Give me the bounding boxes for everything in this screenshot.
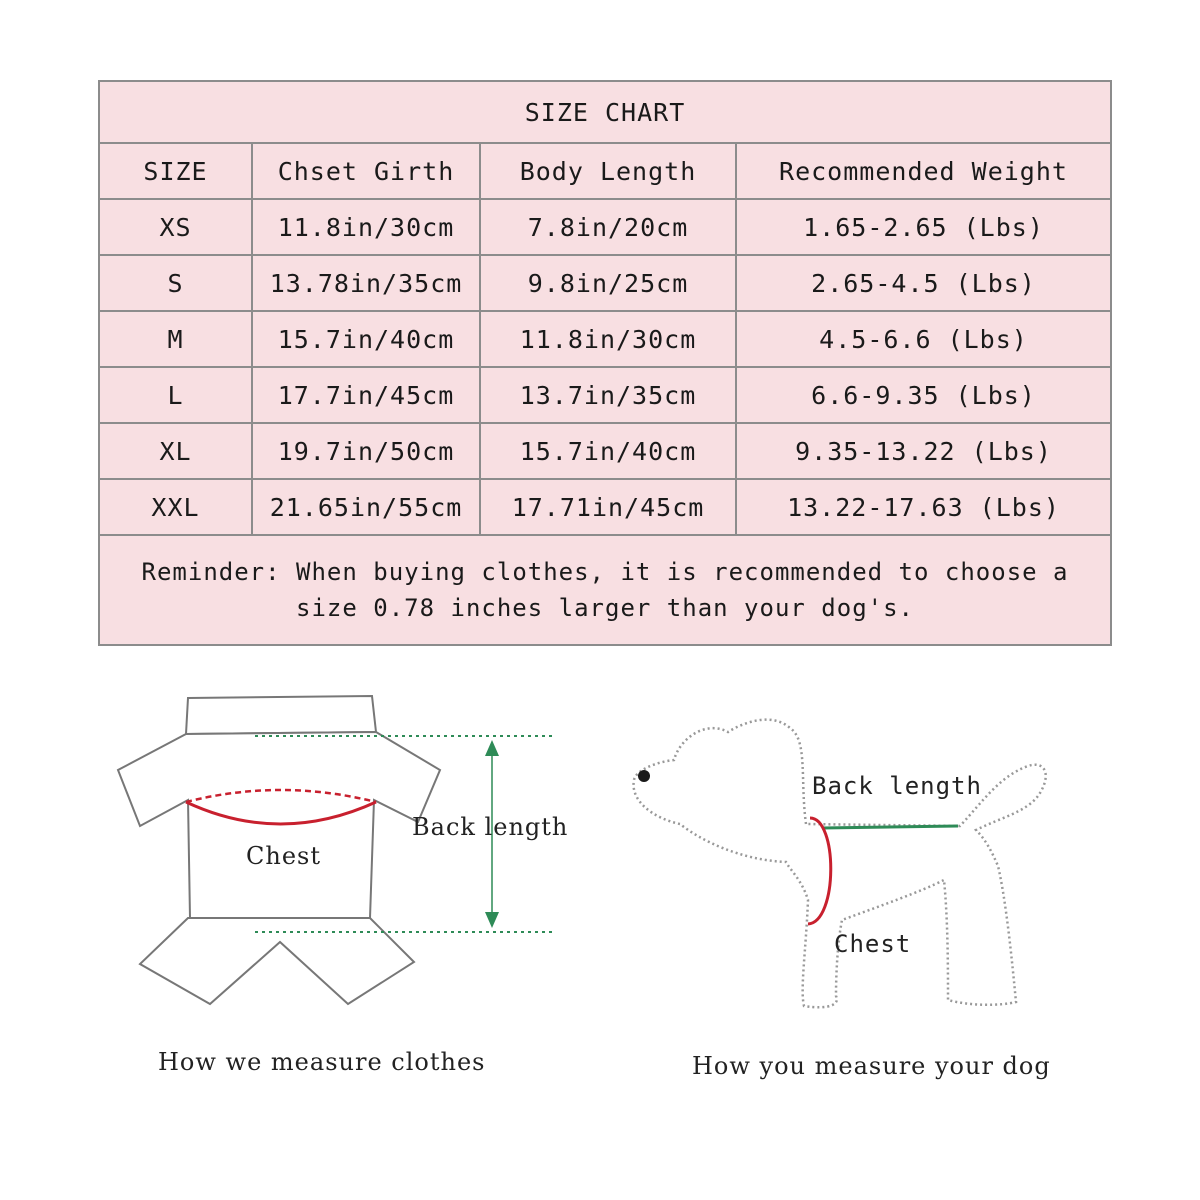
size-cell: S [99,255,252,311]
header-chest-girth: Chset Girth [252,143,480,199]
weight-cell: 4.5-6.6 (Lbs) [736,311,1111,367]
weight-cell: 2.65-4.5 (Lbs) [736,255,1111,311]
body-length-cell: 13.7in/35cm [480,367,736,423]
body-length-cell: 15.7in/40cm [480,423,736,479]
dog-back-length-line [822,826,958,828]
dog-chest-label: Chest [834,930,912,958]
header-size: SIZE [99,143,252,199]
weight-cell: 9.35-13.22 (Lbs) [736,423,1111,479]
weight-cell: 13.22-17.63 (Lbs) [736,479,1111,535]
clothes-back-length-label: Back length [412,813,569,841]
chest-girth-cell: 11.8in/30cm [252,199,480,255]
chest-girth-cell: 15.7in/40cm [252,311,480,367]
body-length-cell: 7.8in/20cm [480,199,736,255]
chest-girth-cell: 21.65in/55cm [252,479,480,535]
body-length-cell: 11.8in/30cm [480,311,736,367]
reminder-text: Reminder: When buying clothes, it is recommended to choose a size 0.78 inches larger than your dog's. [99,535,1111,645]
chest-girth-cell: 17.7in/45cm [252,367,480,423]
weight-cell: 1.65-2.65 (Lbs) [736,199,1111,255]
chest-girth-cell: 13.78in/35cm [252,255,480,311]
size-cell: M [99,311,252,367]
weight-cell: 6.6-9.35 (Lbs) [736,367,1111,423]
clothes-caption: How we measure clothes [158,1048,486,1076]
dog-outline [634,720,1046,1008]
dog-chest-line [808,818,831,924]
table-title: SIZE CHART [99,81,1111,143]
body-length-cell: 17.71in/45cm [480,479,736,535]
body-length-cell: 9.8in/25cm [480,255,736,311]
size-cell: XL [99,423,252,479]
dog-caption: How you measure your dog [692,1052,1051,1080]
dog-nose-icon [638,770,650,782]
chest-girth-cell: 19.7in/50cm [252,423,480,479]
size-cell: L [99,367,252,423]
size-cell: XXL [99,479,252,535]
header-body-length: Body Length [480,143,736,199]
size-cell: XS [99,199,252,255]
dog-back-length-label: Back length [812,772,982,800]
header-recommended-weight: Recommended Weight [736,143,1111,199]
clothes-chest-label: Chest [246,842,321,870]
